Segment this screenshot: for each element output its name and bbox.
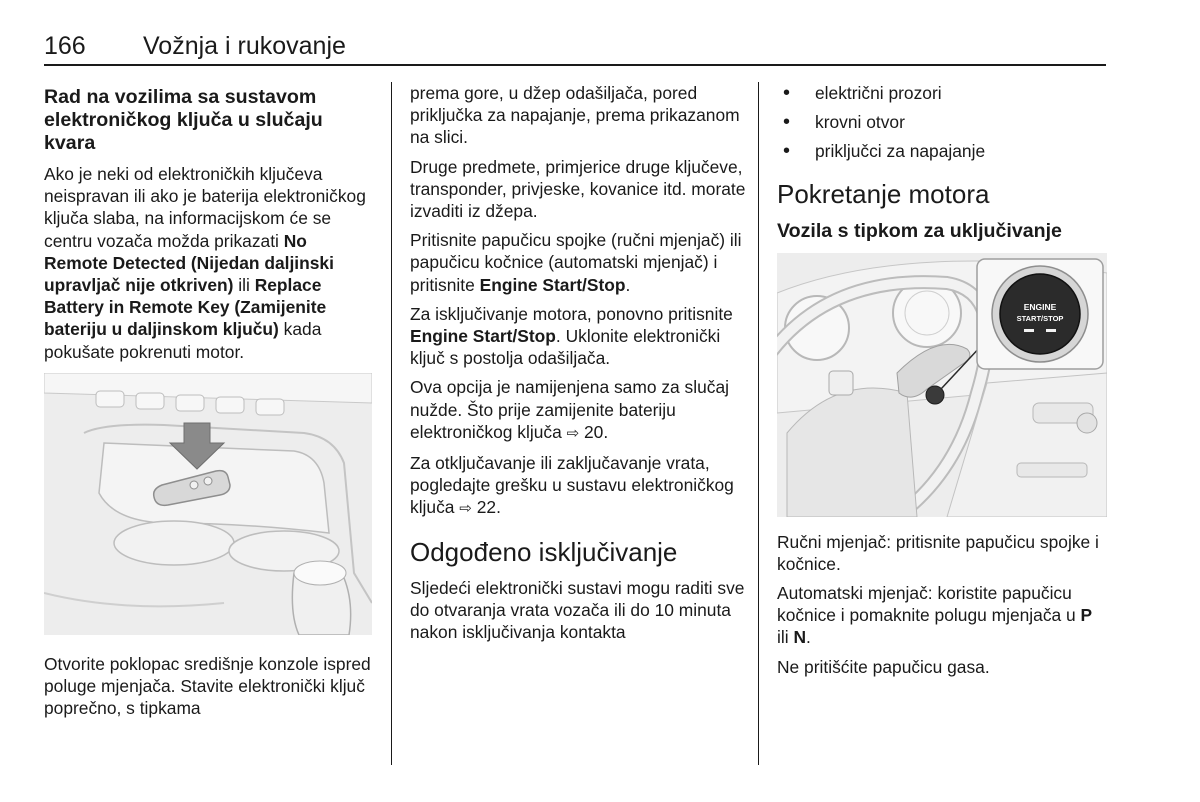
- engine-start-stop-label: Engine Start/Stop: [479, 274, 626, 295]
- heading-delayed-shutdown: Odgođeno isključivanje: [410, 536, 678, 567]
- engine-start-stop-label: Engine Start/Stop: [410, 326, 556, 347]
- list-item: • priključci za napajanje: [777, 140, 1107, 162]
- text-span: Automatski mjenjač: koristite papučicu kočnice i pomaknite polugu mjenjača u: [777, 583, 1081, 626]
- paragraph-open-console: Otvorite poklopac središnje konzole ispred poluge mjenjača. Stavite elektronički ključ poprečno, s tipkama: [44, 653, 371, 719]
- paragraph-turn-off-engine: [410, 303, 748, 370]
- text-span: kada pokušate pokrenuti motor.: [44, 319, 322, 362]
- chapter-title: Vožnja i rukovanje: [143, 32, 346, 60]
- page-reference-20[interactable]: 20: [584, 421, 604, 442]
- paragraph-manual-transmission: Ručni mjenjač: pritisnite papučicu spojke i kočnice.: [777, 531, 1099, 574]
- page-reference-22[interactable]: 22: [476, 497, 497, 518]
- text-span: ili: [233, 275, 255, 296]
- message-no-remote-detected: No Remote Detected (Nijedan daljinski upravljač nije otkriven): [44, 230, 334, 296]
- text-span: . Uklonite elektronički ključ s postolja odašiljača.: [410, 326, 721, 369]
- engine-button-label-line1: ENGINE: [1023, 301, 1057, 312]
- column-1: [44, 82, 374, 726]
- paragraph-remove-objects: Druge predmete, primjerice druge ključeve, transponder, privjeske, kovanice itd. morate izvaditi iz džepa.: [410, 156, 746, 222]
- engine-button-label-line2: START/STOP: [1016, 313, 1064, 323]
- text-span: Ova opcija je namijenjena samo za slučaj nužde. Što prije zamijenite bateriju elektroničkog ključa: [410, 377, 729, 442]
- text-span: .: [806, 627, 811, 648]
- paragraph-delayed-shutdown: Sljedeći elektronički sustavi mogu raditi sve do otvaranja vrata vozača ili do 10 minuta nakon isključivanja kontakta: [410, 577, 745, 643]
- header-rule: [44, 64, 1106, 66]
- text-span: .: [496, 497, 501, 518]
- page-number: 166: [44, 32, 86, 60]
- text-span: Za isključivanje motora, ponovno pritisnite: [410, 303, 733, 324]
- column-divider-2: [758, 82, 759, 765]
- column-divider-1: [391, 82, 392, 765]
- section-title-electronic-key-failure: Rad na vozilima sa sustavom elektroničkog ključa u slučaju kvara: [44, 86, 323, 154]
- text-span: .: [603, 421, 609, 442]
- list-item: • krovni otvor: [777, 111, 1107, 133]
- start-stop-button-illustration: [777, 253, 1107, 517]
- gear-n-label: N: [793, 627, 806, 648]
- text-span: ili: [777, 627, 794, 648]
- text-span: Za otključavanje ili zaključavanje vrata, pogledajte grešku u sustavu elektroničkog ključa: [410, 453, 734, 518]
- paragraph-key-pocket: prema gore, u džep odašiljača, pored priključka za napajanje, prema prikazanom na slici.: [410, 83, 740, 148]
- dashboard-illustration-svg: [777, 253, 1107, 517]
- systems-list: [777, 82, 1107, 163]
- paragraph-automatic-transmission: [777, 582, 1107, 649]
- page-reference-arrow-icon: ⇨: [459, 500, 472, 518]
- gear-p-label: P: [1080, 605, 1093, 626]
- console-illustration-svg: [44, 373, 372, 635]
- heading-starting-engine: Pokretanje motora: [777, 178, 990, 209]
- paragraph-lock-unlock: [410, 452, 748, 521]
- text-span: Pritisnite papučicu spojke (ručni mjenjač) ili papučicu kočnice (automatski mjenjač) i pritisnite: [410, 230, 742, 295]
- paragraph-key-malfunction: [44, 163, 374, 363]
- paragraph-press-pedal: [410, 229, 748, 296]
- column-2: [410, 82, 748, 650]
- subheading-push-button-vehicles: Vozila s tipkom za uključivanje: [777, 219, 1062, 242]
- list-item: • električni prozori: [777, 82, 1107, 104]
- text-span: .: [625, 274, 631, 295]
- column-3: [777, 82, 1107, 685]
- text-span: Ako je neki od elektroničkih ključeva neispravan ili ako je baterija elektroničkog ključa slaba, na informacijskom će se centru vozača možda prikazati: [44, 164, 366, 251]
- message-replace-battery: Replace Battery in Remote Key (Zamijenite bateriju u daljinskom ključu): [44, 275, 327, 340]
- console-key-pocket-illustration: [44, 373, 372, 635]
- paragraph-emergency-only: [410, 376, 748, 445]
- paragraph-no-gas-pedal: Ne pritišćite papučicu gasa.: [777, 656, 990, 677]
- page-reference-arrow-icon: ⇨: [566, 424, 580, 442]
